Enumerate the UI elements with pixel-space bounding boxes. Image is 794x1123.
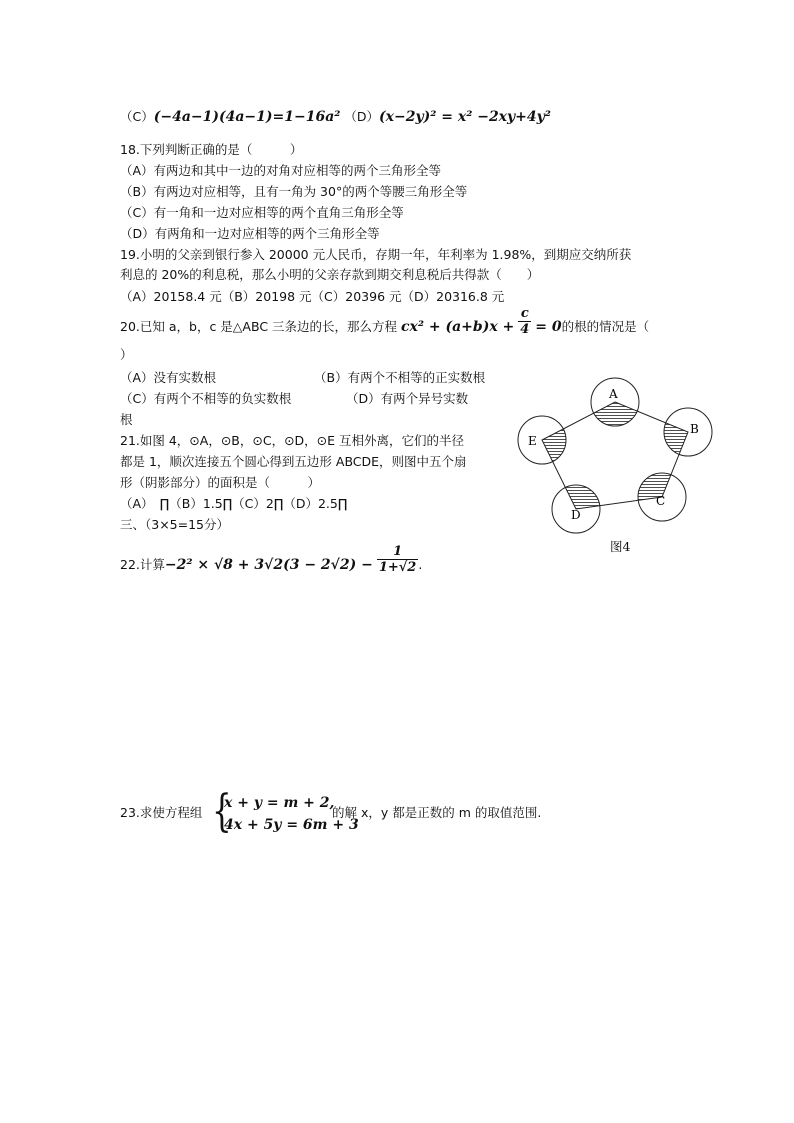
q20-option-c: （C）有两个不相等的负实数根	[120, 391, 292, 406]
q21-stem-line3: 形（阴影部分）的面积是（ ）	[120, 475, 321, 490]
q22-line	[120, 544, 423, 575]
q23-prefix: 23.求使方程组	[120, 805, 203, 820]
figure-4-diagram	[510, 372, 720, 552]
q22-suffix: .	[418, 557, 423, 572]
q23-equation-1: x + y = m + 2,	[224, 795, 335, 811]
q18-option-a: （A）有两边和其中一边的对角对应相等的两个三角形全等	[120, 163, 442, 178]
q19-stem-line2: 利息的 20%的利息税，那么小明的父亲存款到期交利息税后共得款（ ）	[120, 267, 540, 282]
q21-options: （A） ∏（B）1.5∏（C）2∏（D）2.5∏	[120, 496, 348, 511]
q18-option-c: （C）有一角和一边对应相等的两个直角三角形全等	[120, 205, 404, 220]
q18-option-d: （D）有两角和一边对应相等的两个三角形全等	[120, 226, 380, 241]
q21-stem-line2: 都是 1，顺次连接五个圆心得到五边形 ABCDE，则图中五个扇	[120, 454, 467, 469]
q20-fraction-denominator: 4	[520, 322, 530, 337]
q19-options: （A）20158.4 元（B）20198 元（C）20396 元（D）20316.8 元	[120, 289, 505, 304]
q17-option-c-label: （C）	[120, 109, 154, 124]
q20-stem-continuation: ）	[120, 347, 133, 362]
q22-prefix: 22.计算	[120, 557, 165, 572]
label-a: A	[609, 387, 618, 401]
q17-options-line	[120, 108, 551, 126]
q17-option-c-expression: (−4a−1)(4a−1)=1−16a²	[153, 109, 341, 125]
q22-fraction	[377, 544, 419, 575]
q20-option-b: （B）有两个不相等的正实数根	[314, 370, 486, 385]
q23-suffix: 的解 x，y 都是正数的 m 的取值范围.	[332, 805, 542, 820]
q18-option-b: （B）有两边对应相等，且有一角为 30°的两个等腰三角形全等	[120, 184, 468, 199]
q20-option-a: （A）没有实数根	[120, 370, 217, 385]
q22-fraction-numerator: 1	[377, 544, 419, 560]
q22-fraction-denominator: 1+√2	[378, 560, 417, 575]
label-b: B	[690, 422, 699, 436]
q19-stem-line1: 19.小明的父亲到银行参入 20000 元人民币，存期一年，年利率为 1.98%，到期应交纳所获	[120, 247, 632, 262]
q23-equation-2: 4x + 5y = 6m + 3	[224, 817, 359, 833]
q20-stem	[120, 306, 650, 337]
q20-option-d-continuation: 根	[120, 412, 133, 427]
q17-option-d-expression: (x−2y)² = x² −2xy+4y²	[379, 109, 551, 125]
q20-equation-part1: cx² + (a+b)x +	[401, 319, 515, 335]
section-3-header: 三、（3×5=15分）	[120, 517, 230, 532]
q20-stem-suffix: 的根的情况是（	[561, 319, 650, 334]
q22-expression: −2² × √8 + 3√2(3 − 2√2) −	[164, 557, 373, 573]
q20-option-d: （D）有两个异号实数	[346, 391, 469, 406]
q20-fraction-numerator: c	[518, 306, 531, 322]
system-brace: {	[212, 786, 232, 837]
q20-equation-part2: = 0	[535, 319, 562, 335]
q18-stem: 18.下列判断正确的是（ ）	[120, 142, 303, 157]
q20-stem-prefix: 20.已知 a，b，c 是△ABC 三条边的长，那么方程	[120, 319, 398, 334]
label-d: D	[571, 508, 581, 522]
q21-stem-line1: 21.如图 4，⊙A，⊙B，⊙C，⊙D，⊙E 互相外离，它们的半径	[120, 433, 465, 448]
figure-4-caption: 图4	[610, 539, 631, 554]
q20-fraction	[518, 306, 531, 337]
q17-option-d-label: （D）	[344, 109, 380, 124]
label-e: E	[528, 434, 537, 448]
label-c: C	[656, 494, 666, 508]
